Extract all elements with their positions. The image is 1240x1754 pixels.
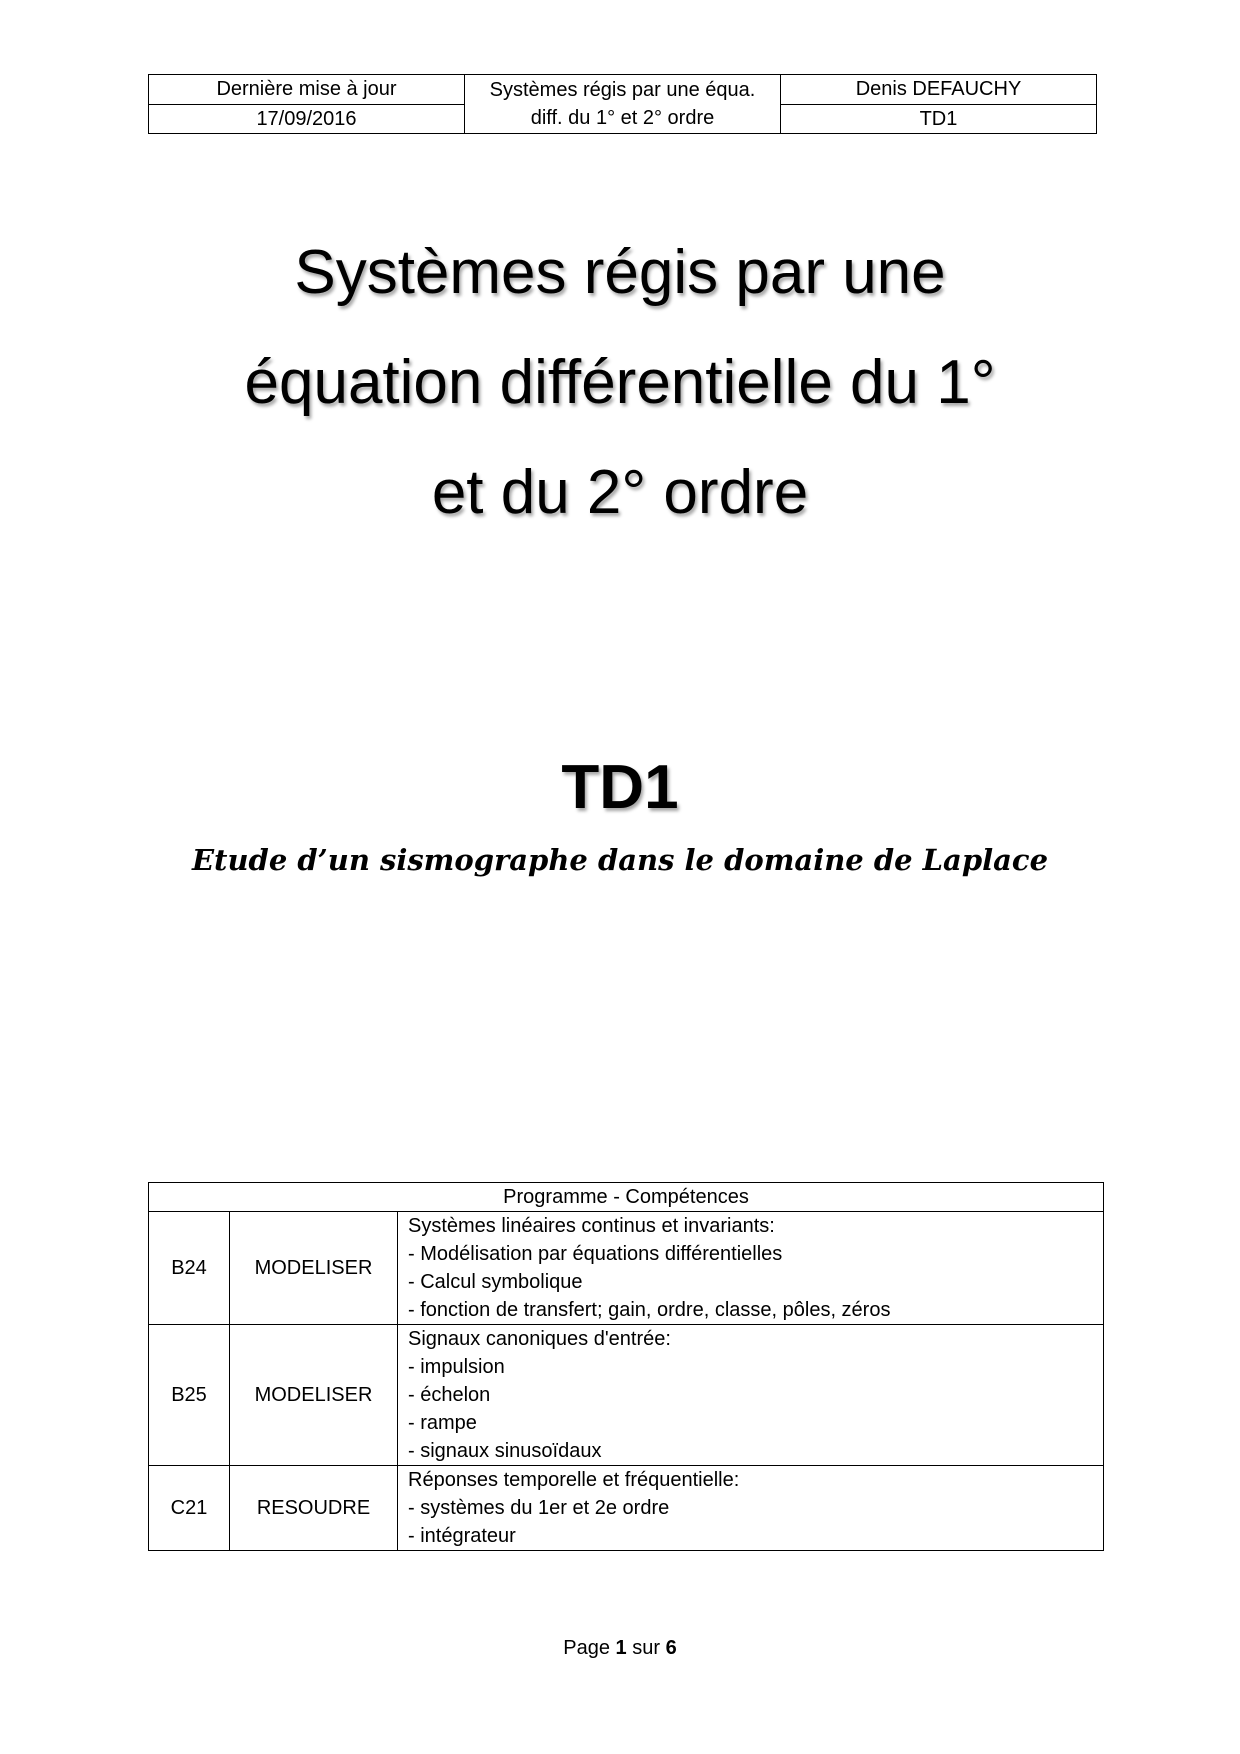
competence-verb: MODELISER xyxy=(230,1325,398,1466)
of-word: sur xyxy=(632,1637,661,1659)
description-line: - systèmes du 1er et 2e ordre xyxy=(408,1497,670,1519)
course-name xyxy=(465,75,781,134)
competence-description xyxy=(398,1212,1104,1325)
page-word: Page xyxy=(563,1637,610,1659)
course-name-line1: Systèmes régis par une équa. xyxy=(489,79,756,101)
description-line: Signaux canoniques d'entrée: xyxy=(408,1328,671,1350)
page-current: 1 xyxy=(615,1637,627,1659)
title-line-1: Systèmes régis par une xyxy=(294,238,946,307)
author-name: Denis DEFAUCHY xyxy=(781,75,1097,105)
page-title xyxy=(0,218,1240,548)
td-heading: TD1 xyxy=(561,753,679,822)
competence-description xyxy=(398,1325,1104,1466)
title-line-3: et du 2° ordre xyxy=(431,458,809,527)
description-line: - impulsion xyxy=(408,1356,505,1378)
last-update-label: Dernière mise à jour xyxy=(149,75,465,105)
description-line: - Modélisation par équations différentielles xyxy=(408,1243,783,1265)
description-line: Systèmes linéaires continus et invariants: xyxy=(408,1215,775,1237)
page-total: 6 xyxy=(665,1637,677,1659)
table-row xyxy=(149,1466,1104,1551)
competence-code: C21 xyxy=(149,1466,230,1551)
description-line: - Calcul symbolique xyxy=(408,1271,583,1293)
competence-verb: RESOUDRE xyxy=(230,1466,398,1551)
subtitle: Etude d’un sismographe dans le domaine de Laplace xyxy=(191,843,1049,877)
competences-table xyxy=(148,1182,1104,1551)
description-line: - rampe xyxy=(408,1412,477,1434)
description-line: - signaux sinusoïdaux xyxy=(408,1440,602,1462)
update-date: 17/09/2016 xyxy=(149,104,465,134)
competences-heading: Programme - Compétences xyxy=(149,1183,1104,1212)
document-id: TD1 xyxy=(781,104,1097,134)
header-table xyxy=(148,74,1097,134)
page-footer xyxy=(0,1634,1240,1662)
description-line: - intégrateur xyxy=(408,1525,516,1547)
course-name-line2: diff. du 1° et 2° ordre xyxy=(530,107,715,129)
competence-code: B25 xyxy=(149,1325,230,1466)
title-line-2: équation différentielle du 1° xyxy=(244,348,996,417)
table-row xyxy=(149,1212,1104,1325)
competence-description xyxy=(398,1466,1104,1551)
description-line: - fonction de transfert; gain, ordre, classe, pôles, zéros xyxy=(408,1299,891,1321)
competence-code: B24 xyxy=(149,1212,230,1325)
description-line: Réponses temporelle et fréquentielle: xyxy=(408,1469,740,1491)
competence-verb: MODELISER xyxy=(230,1212,398,1325)
table-row xyxy=(149,1325,1104,1466)
description-line: - échelon xyxy=(408,1384,491,1406)
